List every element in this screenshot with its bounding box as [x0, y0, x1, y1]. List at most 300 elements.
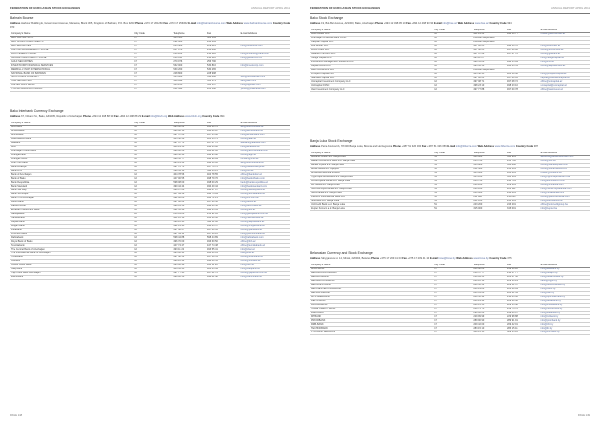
email-address[interactable]: info@zepter.ba: [540, 207, 590, 211]
city-code: 17: [433, 331, 472, 335]
telephone: 241 100: [472, 199, 506, 203]
email-address[interactable]: office@fenixinvest.az: [540, 48, 590, 52]
email-address[interactable]: info@bankavrasiya.az: [240, 165, 290, 169]
email-address[interactable]: info@prospectcapital.az: [540, 72, 590, 76]
column-header: Company's Name: [310, 264, 433, 268]
company-name: VTB BANK BELARUS: [310, 331, 433, 335]
email-address[interactable]: info@rrb.by: [540, 323, 590, 327]
email-address[interactable]: info@xalqbank.az: [240, 267, 290, 271]
email-address[interactable]: info@rabitabank.com: [240, 236, 290, 240]
company-name: Asia Alliance Bank: [10, 138, 133, 142]
address-value: www.bbvb.org: [185, 115, 202, 119]
fax: 228 998: [206, 72, 240, 76]
company-name: UNITED GULF BANK: [10, 84, 133, 88]
email-address[interactable]: info@kombank-bl.com: [540, 179, 590, 183]
address-value: +994 12 498 95 10: [383, 22, 406, 26]
city-code: 12: [133, 264, 172, 268]
telephone: 232 300: [472, 168, 506, 172]
city-code: 12: [433, 60, 472, 64]
company-name: Azer-Turk Bank: [10, 161, 133, 165]
email-address[interactable]: info@nlbrazvojnabanka.com: [540, 187, 590, 191]
fax: 289 91 91: [506, 319, 540, 323]
fax: 493 82 92: [206, 149, 240, 153]
email-address[interactable]: office@kapitalbank.az: [240, 220, 290, 224]
fax: 210 03 42: [506, 295, 540, 299]
email-address[interactable]: info@hedgecapital.az: [540, 56, 590, 60]
email-address[interactable]: office@yapikredi.com.az: [240, 271, 290, 275]
email-address[interactable]: office@aab.az: [240, 138, 290, 142]
city-code: 17: [133, 56, 172, 60]
address-label: Fax: [114, 115, 119, 119]
company-name: The Central Bank of Azerbaijan: [10, 248, 133, 252]
email-address[interactable]: info@firstenergybank.com: [240, 52, 290, 56]
city-code: 51: [433, 175, 472, 179]
section-address: [310, 257, 590, 261]
column-header: Telephone: [172, 32, 206, 36]
company-name: Investment Management Solutions LLC: [310, 60, 433, 64]
email-address[interactable]: office@unicreditgroup.ba: [540, 203, 590, 207]
email-address[interactable]: office@vastinvest.az: [540, 88, 590, 92]
city-code: 12: [133, 201, 172, 205]
email-address[interactable]: info@vtb-bank.by: [540, 331, 590, 335]
email-address[interactable]: office@bankofaz.az: [240, 173, 290, 177]
fax: 598 34 15: [206, 169, 240, 173]
fax: 493 60 76: [206, 126, 240, 130]
fax: 239 73 70: [506, 307, 540, 311]
email-address[interactable]: info@ideabank.by: [540, 311, 590, 315]
company-table: [310, 152, 590, 212]
company-table: [10, 32, 290, 92]
email-address[interactable]: sico@sicobahrain.com: [240, 76, 290, 80]
fax: 598 44 89: [206, 236, 240, 240]
telephone: 289 13 53: [472, 303, 506, 307]
email-address[interactable]: broker@azeribroker.az: [540, 33, 590, 37]
telephone: 209 29 44: [472, 299, 506, 303]
company-name: Pavlovic International Bank a.d.: [310, 195, 433, 199]
telephone: 497 47 71: [172, 141, 206, 145]
address-value: info@bahrainbourse.com: [196, 22, 226, 26]
company-name: Bank Standard: [10, 185, 133, 189]
company-name: Bank Silk Way: [10, 189, 133, 193]
telephone: 493 11 22: [172, 248, 206, 252]
email-address[interactable]: office@texnikabank.az: [240, 244, 290, 248]
company-name: GULF SECURITIES: [10, 60, 133, 64]
telephone: 493 60 02: [172, 126, 206, 130]
city-code: 12: [433, 64, 472, 68]
email-address[interactable]: office@kapitalinvest.az: [540, 64, 590, 68]
address-label: Fax: [402, 257, 407, 261]
city-code: 12: [133, 244, 172, 248]
telephone: 200 68 80: [472, 268, 506, 272]
city-code: 12: [433, 52, 472, 56]
telephone: 533 233: [172, 84, 206, 88]
address-label: Country Code: [272, 22, 291, 26]
column-header: City Code: [133, 122, 172, 126]
email-address[interactable]: office@azcreditbank.com: [240, 149, 290, 153]
email-address[interactable]: info@cbar.az: [240, 248, 290, 252]
fax: 497 02 76: [206, 271, 240, 275]
company-name: Rabitabank: [10, 236, 133, 240]
city-code: 12: [133, 216, 172, 220]
city-code: 17: [433, 268, 472, 272]
running-header: [10, 7, 290, 11]
city-code: 12: [133, 271, 172, 275]
email-address[interactable]: office@silkwaybank.az: [240, 189, 290, 193]
fax: 493 55 41: [206, 248, 240, 252]
telephone: 433 000: [472, 171, 506, 175]
fax: 465 53 73: [206, 138, 240, 142]
telephone: 498 23 10: [472, 84, 506, 88]
company-name: Bank Respublika: [10, 181, 133, 185]
city-code: 12: [133, 228, 172, 232]
telephone: 441 24 24: [472, 33, 506, 37]
email-address[interactable]: office@muganbank.az: [240, 224, 290, 228]
email-address[interactable]: info@vtb.com.az: [240, 197, 290, 201]
fax: 246 001: [506, 191, 540, 195]
section-title: Banja Luka Stock Exchange: [310, 139, 353, 143]
address-value: www.bse.az: [474, 22, 489, 26]
email-address[interactable]: info@premiumbank.az: [240, 232, 290, 236]
email-address[interactable]: info@accessbank.az: [240, 130, 290, 134]
column-header: Telephone: [472, 29, 506, 33]
telephone: 447 00 55: [172, 177, 206, 181]
email-address[interactable]: afb@azerinfobank.az: [240, 126, 290, 130]
city-code: 17: [433, 319, 472, 323]
city-code: 17: [433, 283, 472, 287]
address-value: +994 12 498 88 29: [119, 115, 142, 119]
telephone: 498 00 28: [172, 149, 206, 153]
right-page: [300, 0, 600, 424]
column-header: Company's Name: [310, 152, 433, 156]
city-code: 12: [433, 56, 472, 60]
telephone: 211 800: [472, 195, 506, 199]
email-address[interactable]: office@bobarbanka.com: [540, 168, 590, 172]
city-code: 12: [133, 169, 172, 173]
company-name: Atra: [10, 145, 133, 149]
city-code: 51: [433, 156, 472, 160]
city-code: 17: [433, 272, 472, 276]
fax: 498 95 98: [206, 153, 240, 157]
email-address[interactable]: info@bbkonline.com: [240, 44, 290, 48]
fax: 498 79 76: [206, 177, 240, 181]
city-code: 12: [133, 208, 172, 212]
address-label: Web Address: [457, 22, 475, 26]
email-address[interactable]: taib@taib.com: [240, 80, 290, 84]
email-address[interactable]: office@mfbanka.com: [540, 183, 590, 187]
city-code: 17: [133, 64, 172, 68]
address-value: 19, Bul-Bul Avenue, AZ1000, Baku, Azerbaijan: [321, 22, 375, 26]
email-address[interactable]: info@hypo-alpe-adria.rs.ba: [540, 175, 590, 179]
email-address[interactable]: contact@imkr.az: [240, 157, 290, 161]
city-code: 17: [133, 72, 172, 76]
email-address[interactable]: info@fedbroker.az: [540, 45, 590, 49]
city-code: 12: [133, 220, 172, 224]
city-code: 12: [133, 260, 172, 264]
city-code: 12: [133, 240, 172, 244]
email-address[interactable]: info@bsb.by: [540, 291, 590, 295]
fax: 218 57 77: [506, 272, 540, 276]
company-name: BELVNESHEKONOMBANK: [310, 287, 433, 291]
city-code: 12: [133, 153, 172, 157]
email-address[interactable]: info@alfabank.by: [540, 268, 590, 272]
fax: 503 564: [206, 36, 240, 40]
email-address[interactable]: atb@azerturkbank.az: [240, 161, 290, 165]
telephone: 289 32 32: [472, 283, 506, 287]
column-header: Telephone: [472, 152, 506, 156]
company-name: AGM Broker LLC: [310, 33, 433, 37]
city-code: 51: [433, 171, 472, 175]
fax: 498 23 10: [506, 84, 540, 88]
fax: 497 60 50: [206, 201, 240, 205]
telephone: 598 12 95: [172, 220, 206, 224]
telephone: 530 260: [172, 68, 206, 72]
email-address[interactable]: info@demirbank.az: [240, 204, 290, 208]
email-address[interactable]: info@belapb.by: [540, 272, 590, 276]
email-address[interactable]: office@pavlovicbanka.com: [540, 195, 590, 199]
company-name: Fed Broker LLC: [310, 45, 433, 49]
page-number: PAGE 148: [10, 414, 23, 418]
email-address[interactable]: unicapital@unicapital.az: [540, 84, 590, 88]
telephone: 315 000: [472, 207, 506, 211]
city-code: 12: [433, 45, 472, 49]
email-address[interactable]: info@novabanka.com: [540, 191, 590, 195]
column-header: E-mail Address: [540, 152, 590, 156]
city-code: 17: [133, 44, 172, 48]
fax: 490 40 44: [206, 185, 240, 189]
company-name: DEMIR BANK: [10, 204, 133, 208]
address-value: www.bahrainbourse.com: [243, 22, 273, 26]
company-name: BBK SECURITIES: [10, 44, 133, 48]
telephone: 493 00 98: [172, 264, 206, 268]
email-address[interactable]: bank@bankrespublika.az: [240, 181, 290, 185]
fax: 229 16 29: [506, 280, 540, 284]
city-code: 17: [133, 52, 172, 56]
email-address[interactable]: office@turanbank.az: [240, 256, 290, 260]
city-code: 12: [133, 134, 172, 138]
fax: 498 82 48: [206, 275, 240, 279]
telephone: 309 15 15: [472, 331, 506, 335]
address-label: Phone: [392, 145, 401, 149]
city-code: 12: [133, 157, 172, 161]
email-address[interactable]: info@atrabank.az: [240, 145, 290, 149]
telephone: 493 00 91: [172, 252, 206, 256]
email-address[interactable]: info@belarusbank.by: [540, 276, 590, 280]
email-address[interactable]: info@bankofbaku.com: [240, 177, 290, 181]
fax: 263 508: [206, 88, 240, 92]
address-value: 375: [507, 257, 512, 261]
email-address[interactable]: info@hamkarbank.az: [240, 216, 290, 220]
email-address[interactable]: office@parabank.az: [240, 228, 290, 232]
telephone: 497 60 62: [172, 201, 206, 205]
email-address[interactable]: info@tb.by: [540, 327, 590, 331]
company-table: [10, 122, 290, 280]
section-title: Baku Interbank Currency Exchange: [10, 109, 64, 113]
city-code: 12: [133, 145, 172, 149]
address-label: Fax: [163, 22, 168, 26]
email-address[interactable]: info@debut.az: [240, 201, 290, 205]
city-code: 51: [433, 183, 472, 187]
company-name: Bank Avrasiya: [10, 165, 133, 169]
city-code: 55: [433, 195, 472, 199]
company-name: GandjaBank: [10, 212, 133, 216]
telephone: 497 77 88: [472, 88, 506, 92]
city-code: 12: [133, 126, 172, 130]
email-address[interactable]: info@mtbank.by: [540, 315, 590, 319]
email-address[interactable]: info@fransabank.by: [540, 303, 590, 307]
address-value: +375 17 209 41 10: [407, 257, 430, 261]
email-address[interactable]: info@zaminbank.az: [240, 275, 290, 279]
address-label: Country Code: [515, 145, 534, 149]
fax: 465 58 46: [506, 72, 540, 76]
telephone: 493 43 50: [472, 64, 506, 68]
email-address[interactable]: office@bib.ba: [540, 160, 590, 164]
company-name: YOUSIF ABDULLA KHALIFA: [10, 88, 133, 92]
email-address[interactable]: info@priorbank.by: [540, 319, 590, 323]
fax: 241 101: [506, 199, 540, 203]
email-address[interactable]: info@btb.az: [240, 169, 290, 173]
fax: 210 222: [206, 56, 240, 60]
telephone: 335 100: [472, 175, 506, 179]
fax: 229 98 88: [506, 315, 540, 319]
telephone: 492 14 93: [172, 224, 206, 228]
fax: 299 28 28: [506, 268, 540, 272]
email-address[interactable]: yousif@ybakhalifa.com: [240, 88, 290, 92]
column-header: E-mail Address: [540, 264, 590, 268]
fax: 309 15 16: [506, 331, 540, 335]
city-code: 17: [433, 287, 472, 291]
email-address[interactable]: office@eib.az: [240, 208, 290, 212]
header-right: ANNUAL REPORT APRIL 2011: [251, 6, 290, 10]
company-name: BELAGROPROMBANK: [310, 272, 433, 276]
telephone: 447 47 69: [472, 52, 506, 56]
email-address[interactable]: info@amrahbank.com: [240, 134, 290, 138]
company-table: [310, 264, 590, 335]
telephone: 465 58 38: [172, 138, 206, 142]
email-address[interactable]: broker@brokers.ba: [540, 171, 590, 175]
email-address[interactable]: info@bveb.by: [540, 287, 590, 291]
email-address[interactable]: info@ugbbah.com: [240, 84, 290, 88]
email-address[interactable]: info@bankstandard.com: [240, 185, 290, 189]
address-value: info@bbvb.org: [150, 115, 168, 119]
city-code: 55: [433, 168, 472, 172]
section-banja-luka: [310, 140, 590, 211]
telephone: 223 388: [172, 44, 206, 48]
email-address[interactable]: info@ucb.az: [240, 264, 290, 268]
company-name: Zaminbank: [10, 275, 133, 279]
email-address[interactable]: info@ims.az: [540, 60, 590, 64]
telephone: 498 01 50: [172, 204, 206, 208]
city-code: 17: [433, 280, 472, 284]
email-address[interactable]: info@bps-sberbank.by: [540, 295, 590, 299]
email-address[interactable]: office@guarant.az: [540, 52, 590, 56]
company-name: Guarant Premium LLC: [310, 52, 433, 56]
company-name: NATIONAL BANK OF BAHRAIN: [10, 72, 133, 76]
address-value: www.blberza.com: [494, 145, 516, 149]
column-header: Company's Name: [10, 32, 133, 36]
fax: 315 001: [506, 207, 540, 211]
fax: 209 29 40: [506, 299, 540, 303]
email-address[interactable]: office@rbb.az: [240, 240, 290, 244]
company-name: FIRST ENERGY BANK: [10, 52, 133, 56]
header-rule: [310, 13, 590, 14]
section-address: [310, 22, 590, 26]
email-address[interactable]: info@belinvestbank.by: [540, 283, 590, 287]
company-name: ALFA-BANK: [310, 268, 433, 272]
fax: 299 06 07: [506, 311, 540, 315]
address-label: Fax: [421, 145, 427, 149]
email-address[interactable]: info@investcorp.com: [240, 64, 290, 68]
fax: 447 74 48: [206, 244, 240, 248]
telephone: 498 07 00: [172, 189, 206, 193]
telephone: 270 076: [172, 60, 206, 64]
city-code: 17: [433, 303, 472, 307]
company-name: Vast Investment Company LLC: [310, 88, 433, 92]
telephone: 498 52 77: [172, 157, 206, 161]
telephone: 497 00 01: [472, 76, 506, 80]
city-code: 17: [133, 80, 172, 84]
fax: 256 91 85: [206, 212, 240, 216]
fax: 493 40 91: [206, 252, 240, 256]
email-address[interactable]: info@global.com.bh: [240, 56, 290, 60]
company-name: BELSWISSBANK: [310, 291, 433, 295]
email-address[interactable]: info@sberbankbl.ba: [540, 199, 590, 203]
address-label: E-mail: [141, 115, 150, 119]
city-code: 12: [433, 33, 472, 37]
company-name: BELGAZPROMBANK: [310, 280, 433, 284]
telephone: 549 999: [172, 80, 206, 84]
section-address: [10, 115, 290, 119]
city-code: 17: [433, 315, 472, 319]
email-address[interactable]: bank@bgpb.by: [540, 280, 590, 284]
email-address[interactable]: office@unibank.az: [240, 260, 290, 264]
city-code: 17: [133, 84, 172, 88]
city-code: 12: [433, 88, 472, 92]
company-name: Mars Investment LLC: [310, 68, 433, 72]
city-code: 12: [133, 189, 172, 193]
address-label: Country Code: [489, 22, 507, 26]
city-code: 12: [133, 141, 172, 145]
telephone: 404 78 56: [172, 173, 206, 177]
email-address[interactable]: info@gandjabank.com.az: [240, 212, 290, 216]
telephone: 209 29 80: [472, 287, 506, 291]
table-row: [10, 275, 290, 279]
column-header: Fax: [206, 32, 240, 36]
email-address[interactable]: ibar@ibar.az: [240, 252, 290, 256]
email-address[interactable]: office@unicapital.az: [540, 80, 590, 84]
email-address[interactable]: capital@standardcapital.az: [540, 76, 590, 80]
fax: 598 12 96: [206, 220, 240, 224]
email-address[interactable]: atabank@atabank.com: [240, 141, 290, 145]
email-address[interactable]: office@texnikabank.az: [240, 193, 290, 197]
email-address[interactable]: info@homecredit.by: [540, 307, 590, 311]
city-code: 12: [133, 256, 172, 260]
email-address[interactable]: advantis@advantisbroker.com: [540, 156, 590, 160]
email-address[interactable]: office@bankasrpske.com: [540, 164, 590, 168]
company-name: Kapital Invest LLC: [310, 64, 433, 68]
company-name: Prospect Capital LLC: [310, 72, 433, 76]
fax: 498 25 41: [206, 208, 240, 212]
fax: 440 23 90: [206, 145, 240, 149]
telephone: 447 74 47: [172, 244, 206, 248]
city-code: 17: [133, 76, 172, 80]
fax: 289 32 37: [506, 283, 540, 287]
email-address[interactable]: office@agb.az: [240, 153, 290, 157]
city-code: 12: [133, 197, 172, 201]
telephone: 209 52 92: [472, 295, 506, 299]
section-address: [310, 145, 590, 149]
email-address[interactable]: info@deltabank.by: [540, 299, 590, 303]
city-code: 12: [133, 177, 172, 181]
